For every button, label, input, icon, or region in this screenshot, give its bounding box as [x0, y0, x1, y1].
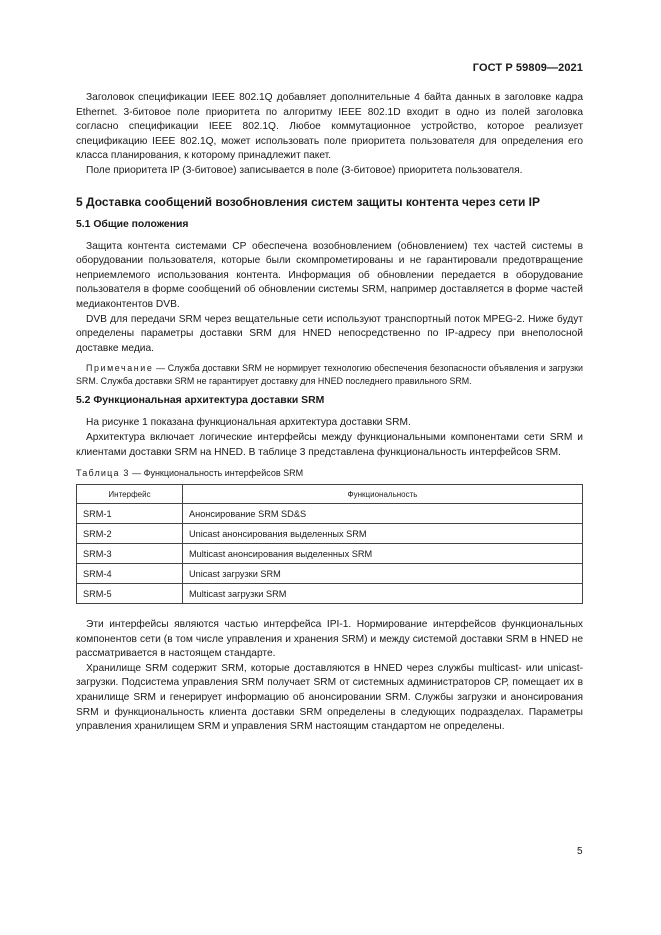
section-5-2-paragraph-4: Хранилище SRM содержит SRM, которые доставляются в HNED через службы multicast- или unicast-загрузки. Подсистема управления SRM получает SRM от системных администраторов СР, помещает их в хранилище SRM и генерирует информацию об анонсировании SRM. Службы загрузки и анонсирования SRM и функциональность клиента доставки SRM определены в следующих подразделах. Параметры управления хранилищем SRM и управления SRM настоящим стандартом не определены. [76, 662, 583, 733]
intro-paragraph-2: Поле приоритета IP (3-битовое) записывается в поле (3-битовое) приоритета пользователя. [86, 164, 523, 176]
intro-paragraph-1: Заголовок спецификации IEEE 802.1Q добавляет дополнительные 4 байта данных в заголовке кадра Ethernet. 3-битовое поле приоритета по алгоритму IEEE 802.1D входит в одно из полей заголовка согласно спецификации IEEE 802.1Q. Любое коммутационное устройство, которое реализует спецификацию IEEE 802.1Q, может использовать поле приоритета пользователя для определения его класса планирования, к которому принадлежит пакет. [76, 92, 583, 162]
note [76, 362, 583, 388]
table-cell-functionality: Multicast загрузки SRM [183, 584, 583, 604]
subsection-5-2-heading: 5.2 Функциональная архитектура доставки SRM [76, 395, 325, 407]
page-number: 5 [577, 846, 583, 857]
table-cell-functionality: Unicast загрузки SRM [183, 564, 583, 584]
table-cell-interface: SRM-1 [77, 504, 183, 524]
table-row [77, 524, 583, 544]
table-header-functionality: Функциональность [183, 485, 583, 504]
subsection-5-1-heading: 5.1 Общие положения [76, 218, 189, 230]
table-row [77, 564, 583, 584]
table-row [77, 584, 583, 604]
section-5-2-paragraph-1: На рисунке 1 показана функциональная архитектура доставки SRM. [86, 417, 411, 429]
note-text: — Служба доставки SRM не нормирует технологию обеспечения безопасности объявления и загрузки SRM. Служба доставки SRM не гарантирует доставку для HNED последнего правильного SRM. [76, 363, 583, 387]
table-caption-text: — Функциональность интерфейсов SRM [129, 468, 304, 479]
note-label: Примечание [86, 363, 154, 374]
table-cell-interface: SRM-3 [77, 544, 183, 564]
table-cell-interface: SRM-2 [77, 524, 183, 544]
table-cell-functionality: Unicast анонсирования выделенных SRM [183, 524, 583, 544]
section-5-heading: 5 Доставка сообщений возобновления систем защиты контента через сети IP [76, 194, 541, 209]
table-cell-interface: SRM-5 [77, 584, 183, 604]
table-row [77, 504, 583, 524]
section-5-1-paragraph-1: Защита контента системами СР обеспечена возобновлением (обновлением) тех частей системы в оборудовании пользователя, которые были скомпрометированы и не гарантировали предотвращение неприемлемого использования контента. Информация об обновлении передается в оборудование пользователя в форме сообщений об обновлении системы SRM, например доставляется в форме частей медиаконтентов DVB. [76, 240, 583, 310]
table-header-row [77, 485, 583, 504]
table-caption [76, 468, 583, 478]
interfaces-table [76, 484, 583, 604]
table-caption-label: Таблица 3 [76, 468, 130, 479]
table-header-interface: Интерфейс [77, 485, 183, 504]
table-row [77, 544, 583, 564]
page-content [76, 91, 583, 735]
table-cell-functionality: Multicast анонсирования выделенных SRM [183, 544, 583, 564]
section-5-2-paragraph-2: Архитектура включает логические интерфейсы между функциональными компонентами сети SRM и клиентами доставки SRM на HNED. В таблице 3 представлена функциональность интерфейсов SRM. [76, 431, 583, 458]
table-cell-functionality: Анонсирование SRM SD&S [183, 504, 583, 524]
standard-designation: ГОСТ Р 59809—2021 [472, 62, 583, 74]
table-cell-interface: SRM-4 [77, 564, 183, 584]
section-5-1-paragraph-2: DVB для передачи SRM через вещательные сети используют транспортный поток MPEG-2. Ниже будут определены параметры доставки SRM для HNED непосредственно по IP-адресу при внеполосной доставке медиа. [76, 313, 583, 354]
section-5-2-paragraph-3: Эти интерфейсы являются частью интерфейса IPI-1. Нормирование интерфейсов функциональных компонентов сети (в том числе управления и хранения SRM) и между системой доставки SRM в HNED не рассматривается в настоящем стандарте. [76, 619, 583, 660]
